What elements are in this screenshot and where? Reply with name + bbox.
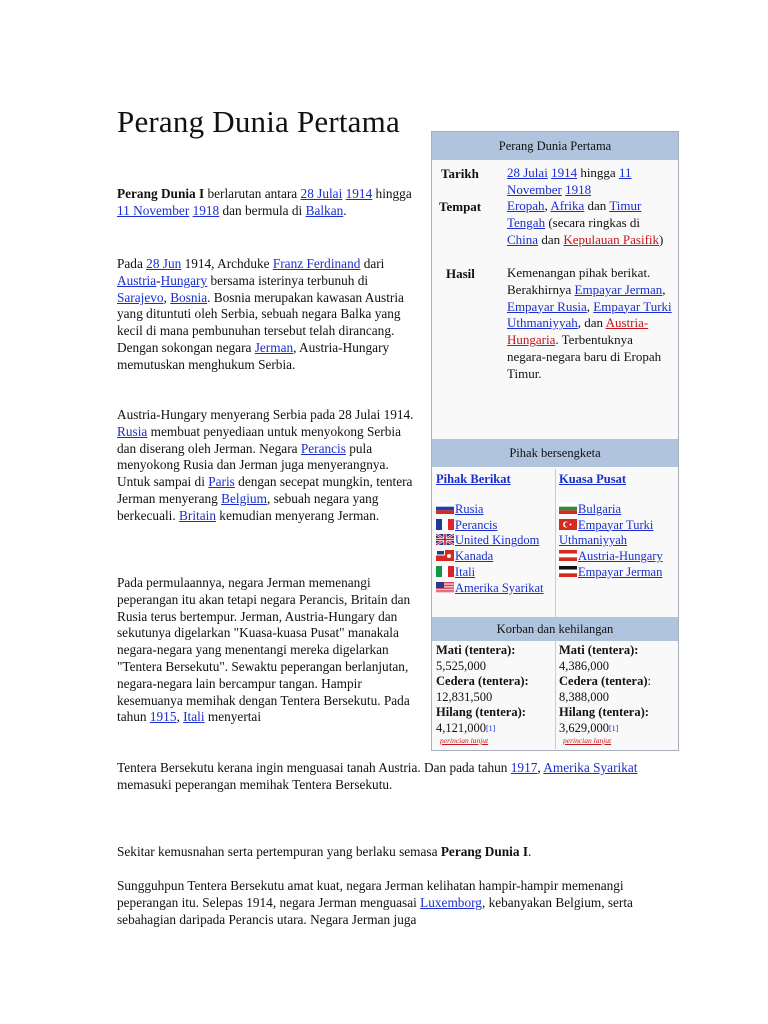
link-1914[interactable]: 1914 xyxy=(551,165,578,180)
link-1914[interactable]: 1914 xyxy=(345,186,373,201)
belligerent-empayar-jerman xyxy=(559,565,675,581)
paragraph-destruction: Sekitar kemusnahan serta pertempuran yang berlaku semasa Perang Dunia I. xyxy=(117,844,532,859)
link-britain[interactable]: Britain xyxy=(179,507,216,523)
central-missing-label: Hilang (tentera): xyxy=(559,705,649,719)
italy-flag-icon xyxy=(436,566,454,577)
link-empayar-rusia[interactable]: Empayar Rusia xyxy=(507,298,587,314)
paragraph-outbreak: Austria-Hungary menyerang Serbia pada 28 Julai 1914. Rusia membuat penyediaan untuk menyokong Serbia dan diserang oleh Jerman. Negara Perancis pula menyokong Rusia dan Jerman juga menyerangnya. Untuk sampai di Paris dengan secepat mungkin, tentera Jerman menyerang Belgium, sebuah negara yang berkecuali. Britain kemudian menyerang Jerman. xyxy=(117,407,414,523)
france-flag-icon xyxy=(436,519,454,530)
link-1917[interactable]: 1917 xyxy=(510,760,538,775)
paragraph-assassination: Pada 28 Jun 1914, Archduke Franz Ferdinand dari Austria-Hungary bersama isterinya terbunuh di Sarajevo, Bosnia. Bosnia merupakan kawasan Austria yang dituntuti oleh Serbia, sebuah negara Balka yang kecil di mana pembunuhan tersebut telah dirancang. Dengan sokongan negara Jerman, Austria-Hungary memutuskan menghukum Serbia. xyxy=(117,256,404,372)
central-dead-label: Mati (tentera): xyxy=(559,643,639,657)
hasil-value: Kemenangan pihak berikat. Berakhirnya Empayar Jerman, Empayar Rusia, Empayar Turki Uthmaniyyah, dan Austria-Hungaria. Terbentuknya negara-negara baru di Eropah Timur. xyxy=(507,265,672,381)
link-28-jun[interactable]: 28 Jun xyxy=(146,256,182,271)
link-timur-tengah[interactable]: Timur Tengah xyxy=(507,198,642,230)
link-luxemborg[interactable]: Luxemborg xyxy=(420,894,482,910)
belligerent-bulgaria xyxy=(559,502,675,518)
link-austria-hungaria[interactable]: Austria-Hungaria xyxy=(507,315,649,348)
central-details-link[interactable]: perincian lanjut xyxy=(563,736,612,745)
allies-casualties xyxy=(436,643,554,746)
uk-flag-icon xyxy=(436,534,454,545)
infobox-heading: Perang Dunia Pertama xyxy=(432,132,678,160)
paragraph-intro: Perang Dunia I berlarutan antara 28 Julai 1914 hingga 11 November 1918 dan bermula di Balkan. xyxy=(117,186,412,218)
allies-column xyxy=(436,472,554,597)
central-wounded-value: 8,388,000 xyxy=(559,689,609,704)
link-sarajevo[interactable]: Sarajevo xyxy=(117,289,164,305)
bold-term: Perang Dunia I xyxy=(440,844,528,859)
link-perancis[interactable]: Perancis xyxy=(300,440,346,456)
link-balkan[interactable]: Balkan xyxy=(305,202,344,218)
link-kanada[interactable]: Kanada xyxy=(455,549,494,564)
belligerent-united-kingdom xyxy=(436,533,554,549)
link-28-julai[interactable]: 28 Julai xyxy=(507,165,548,180)
allies-missing-label: Hilang (tentera): xyxy=(436,705,526,719)
allies-missing-value: 4,121,000 xyxy=(436,720,486,735)
bold-term: Perang Dunia I xyxy=(117,186,205,201)
belligerents-heading: Pihak bersengketa xyxy=(432,439,678,467)
casualties-divider xyxy=(555,641,556,749)
link-china[interactable]: China xyxy=(507,231,539,247)
austria-flag-icon xyxy=(559,550,577,561)
link-empayar-jerman[interactable]: Empayar Jerman xyxy=(574,281,663,297)
belligerent-amerika-syarikat xyxy=(436,581,554,597)
allies-ref-link[interactable]: [1] xyxy=(486,723,496,733)
page-title: Perang Dunia Pertama xyxy=(117,104,400,139)
allies-details-link[interactable]: perincian lanjut xyxy=(440,736,489,745)
link-austria-hungary[interactable]: Austria-Hungary xyxy=(578,549,663,564)
allies-dead-label: Mati (tentera): xyxy=(436,643,516,657)
central-casualties: Mati (tentera): 4,386,000 Cedera (tentera): 8,388,000 Hilang (tentera): 3,629,000[1] perincian lanjut xyxy=(559,643,675,746)
infobox xyxy=(431,131,679,751)
central-wounded-label: Cedera (tentera) xyxy=(559,674,648,688)
belligerent-kanada xyxy=(436,549,554,565)
tarikh-label: Tarikh xyxy=(441,166,479,181)
paragraph-alliances-continued: Tentera Bersekutu kerana ingin menguasai tanah Austria. Dan pada tahun 1917, Amerika Syarikat memasuki peperangan memihak Tentera Bersekutu. xyxy=(117,760,638,792)
link-united-kingdom[interactable]: United Kingdom xyxy=(455,533,540,548)
central-list xyxy=(559,502,675,581)
allies-list xyxy=(436,502,554,597)
link-1918[interactable]: 1918 xyxy=(192,202,220,218)
column-divider xyxy=(555,469,556,617)
allies-wounded-label: Cedera (tentera): xyxy=(436,674,529,688)
paragraph-alliances: Pada permulaannya, negara Jerman memenangi peperangan itu akan tetapi negara Perancis, Britain dan Rusia terus bertempur. Jerman, Austria-Hungary dan sekutunya digelarkan "Kuasa-kuasa Pusat" manakala negara-negara yang menentangi mereka digelarkan "Tentera Bersekutu". Sewaktu peperangan berlanjutan, negara-negara lain bercampur tangan. Hampir kesemuanya memihak dengan Tentera Bersekutu. Pada tahun 1915, Itali menyertai xyxy=(117,575,411,725)
ottoman-flag-icon xyxy=(559,519,577,530)
link-11-november[interactable]: 11 November xyxy=(117,202,190,218)
hasil-label: Hasil xyxy=(446,266,475,281)
belligerent-austria-hungary xyxy=(559,549,675,565)
central-powers-heading[interactable]: Kuasa Pusat xyxy=(559,472,627,486)
tempat-value: Eropah, Afrika dan Timur Tengah (secara ringkas di China dan Kepulauan Pasifik) xyxy=(507,198,664,247)
link-bulgaria[interactable]: Bulgaria xyxy=(578,501,622,516)
link-bosnia[interactable]: Bosnia xyxy=(170,289,208,305)
russia-flag-icon xyxy=(436,503,454,514)
bulgaria-flag-icon xyxy=(559,503,577,514)
central-ref-link[interactable]: [1] xyxy=(609,723,619,733)
central-column xyxy=(559,472,675,581)
germany-flag-icon xyxy=(559,566,577,577)
link-kepulauan-pasifik[interactable]: Kepulauan Pasifik xyxy=(563,231,660,247)
casualties-heading: Korban dan kehilangan xyxy=(432,617,678,641)
link-paris[interactable]: Paris xyxy=(208,474,235,490)
link-11-november[interactable]: 11 November xyxy=(507,165,632,197)
link-1915[interactable]: 1915 xyxy=(149,709,177,725)
link-itali[interactable]: Itali xyxy=(183,709,205,725)
link-28-julai[interactable]: 28 Julai xyxy=(300,186,343,201)
link-amerika-syarikat[interactable]: Amerika Syarikat xyxy=(543,760,638,775)
link-austria[interactable]: Austria xyxy=(117,272,157,288)
link-eropah[interactable]: Eropah xyxy=(507,198,545,213)
link-belgium[interactable]: Belgium xyxy=(221,490,267,506)
link-empayar-turki-uthmaniyyah[interactable]: Empayar Turki Uthmaniyyah xyxy=(559,517,654,548)
tarikh-value: 28 Julai 1914 hingga 11 November 1918 xyxy=(507,165,632,197)
central-missing-value: 3,629,000 xyxy=(559,720,609,735)
belligerent-empayar-turki-uthmaniyyah xyxy=(559,518,675,550)
link-empayar-turki-uthmaniyyah[interactable]: Empayar Turki Uthmaniyyah xyxy=(507,298,672,331)
paragraph-german-advance: Sungguhpun Tentera Bersekutu amat kuat, negara Jerman kelihatan hampir-hampir memenangi peperangan itu. Selepas 1914, negara Jerman menguasai Luxemborg, kebanyakan Belgium, serta sebahagian daripada Perancis utara. Negara Jerman juga xyxy=(117,878,633,927)
belligerent-perancis xyxy=(436,518,554,534)
link-rusia[interactable]: Rusia xyxy=(117,423,148,439)
belligerent-itali xyxy=(436,565,554,581)
belligerent-rusia xyxy=(436,502,554,518)
link-hungary[interactable]: Hungary xyxy=(160,272,208,288)
usa-flag-icon xyxy=(436,582,454,593)
allies-dead-value: 5,525,000 xyxy=(436,658,486,673)
central-dead-value: 4,386,000 xyxy=(559,658,609,673)
allies-heading[interactable]: Pihak Berikat xyxy=(436,472,511,486)
link-rusia[interactable]: Rusia xyxy=(455,501,484,516)
link-amerika-syarikat[interactable]: Amerika Syarikat xyxy=(455,580,544,595)
link-1918[interactable]: 1918 xyxy=(565,181,592,197)
tempat-label: Tempat xyxy=(439,199,482,214)
link-afrika[interactable]: Afrika xyxy=(550,198,585,213)
link-franz-ferdinand[interactable]: Franz Ferdinand xyxy=(272,256,361,271)
link-itali[interactable]: Itali xyxy=(455,564,476,579)
link-perancis[interactable]: Perancis xyxy=(455,517,498,532)
canada-flag-icon xyxy=(436,550,454,561)
allies-wounded-value: 12,831,500 xyxy=(436,689,493,704)
link-empayar-jerman[interactable]: Empayar Jerman xyxy=(578,564,663,579)
link-jerman[interactable]: Jerman xyxy=(254,339,294,355)
